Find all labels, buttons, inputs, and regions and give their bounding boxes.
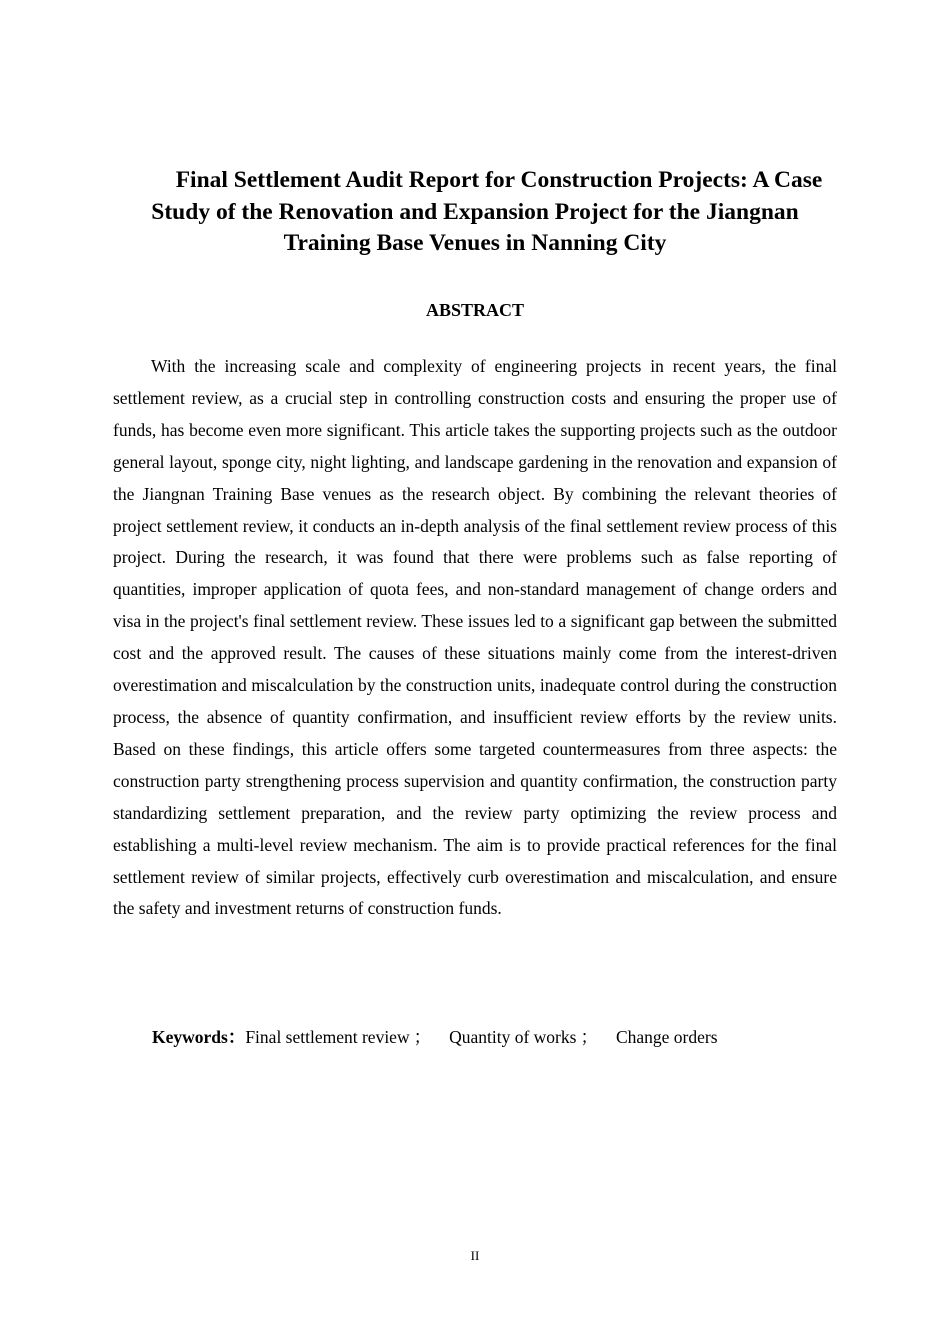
keyword-item: Quantity of works	[449, 1027, 577, 1047]
keyword-separator: ；	[580, 1027, 598, 1047]
abstract-body: With the increasing scale and complexity of engineering projects in recent years, the final settlement review, as a crucial step in controlling construction costs and ensuring the proper use of funds, has become even more significant. This article takes the supporting projects such as the outdoor general layout, sponge city, night lighting, and landscape gardening in the renovation and expansion of the Jiangnan Training Base venues as the research object. By combining the relevant theories of project settlement review, it conducts an in-depth analysis of the final settlement review process of this project. During the research, it was found that there were problems such as false reporting of quantities, improper application of quota fees, and non-standard management of change orders and visa in the project's final settlement review. These issues led to a significant gap between the submitted cost and the approved result. The causes of these situations mainly come from the interest-driven overestimation and miscalculation by the construction units, inadequate control during the construction process, the absence of quantity confirmation, and insufficient review efforts by the review units. Based on these findings, this article offers some targeted countermeasures from three aspects: the construction party strengthening process supervision and quantity confirmation, the construction party standardizing settlement preparation, and the review party optimizing the review process and establishing a multi-level review mechanism. The aim is to provide practical references for the final settlement review of similar projects, effectively curb overestimation and miscalculation, and ensure the safety and investment returns of construction funds.	[113, 356, 837, 919]
keyword-item: Change orders	[615, 1027, 718, 1047]
keywords-line	[152, 1024, 852, 1050]
keywords-label: Keywords：	[152, 1027, 246, 1047]
abstract-heading: ABSTRACT	[425, 300, 525, 320]
page-number: II	[470, 1248, 480, 1263]
paper-title: Final Settlement Audit Report for Construction Projects: A Case Study of the Renovation and Expansion Project for the Jiangnan Training Base Venues in Nanning City	[151, 167, 823, 256]
keyword-separator: ；	[413, 1027, 432, 1047]
keyword-item: Final settlement review	[245, 1027, 410, 1047]
